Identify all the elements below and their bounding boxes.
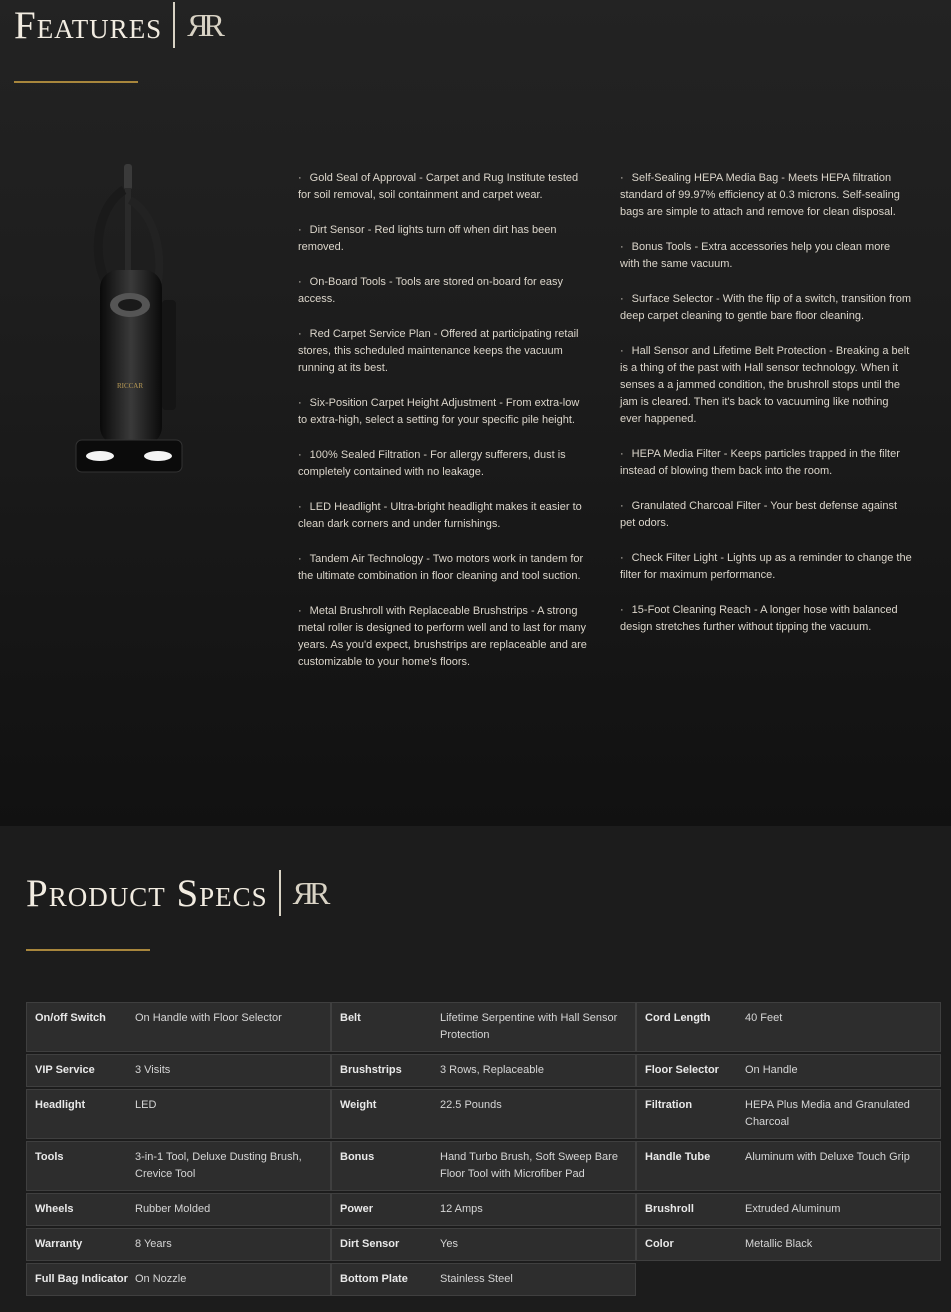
spec-label: Weight: [340, 1099, 377, 1111]
specs-column: [636, 1002, 941, 1263]
spec-label: Color: [645, 1238, 674, 1250]
feature-item: [298, 499, 590, 533]
feature-item: [620, 170, 912, 221]
spec-label: On/off Switch: [35, 1012, 106, 1024]
feature-text: On-Board Tools - Tools are stored on-board for easy access.: [298, 276, 564, 305]
specs-column: [26, 1002, 331, 1298]
feature-item: [298, 603, 590, 671]
feature-text: 15-Foot Cleaning Reach - A longer hose with balanced design stretches further without tipping the vacuum.: [620, 604, 898, 633]
feature-text: Bonus Tools - Extra accessories help you clean more with the same vacuum.: [620, 241, 891, 270]
spec-value: Hand Turbo Brush, Soft Sweep Bare Floor Tool with Microfiber Pad: [440, 1151, 618, 1180]
features-heading: [14, 2, 220, 48]
spec-label: VIP Service: [35, 1064, 95, 1076]
bullet-icon: ·: [298, 501, 302, 513]
spec-row: [26, 1054, 331, 1087]
feature-item: [620, 550, 912, 584]
spec-row: [26, 1193, 331, 1226]
feature-text: Surface Selector - With the flip of a switch, transition from deep carpet cleaning to gentle bare floor cleaning.: [620, 293, 912, 322]
feature-text: Hall Sensor and Lifetime Belt Protection - Breaking a belt is a thing of the past with Hall sensor technology. When it senses a a jammed condition, the brushroll stops until the jam is cleared. Then it's back to vacuuming like nothing ever happened.: [620, 345, 910, 425]
spec-label: Bottom Plate: [340, 1273, 408, 1285]
spec-value: 22.5 Pounds: [440, 1099, 502, 1111]
bullet-icon: ·: [298, 224, 302, 236]
feature-text: Self-Sealing HEPA Media Bag - Meets HEPA filtration standard of 99.97% efficiency at 0.3 microns. Self-sealing bags are simple to attach and remove for clean disposal.: [620, 172, 900, 218]
spec-label: Filtration: [645, 1099, 693, 1111]
specs-section: [0, 826, 951, 1312]
specs-heading: [26, 870, 325, 916]
feature-text: Tandem Air Technology - Two motors work in tandem for the ultimate combination in floor cleaning and tool suction.: [298, 553, 584, 582]
heading-divider: [279, 870, 281, 916]
feature-item: [620, 239, 912, 273]
spec-label: Cord Length: [645, 1012, 711, 1024]
feature-item: [620, 602, 912, 636]
spec-value: 12 Amps: [440, 1203, 483, 1215]
spec-label: Headlight: [35, 1099, 86, 1111]
spec-value: 3-in-1 Tool, Deluxe Dusting Brush, Crevice Tool: [135, 1151, 302, 1180]
spec-row: [26, 1002, 331, 1052]
bullet-icon: ·: [298, 605, 302, 617]
spec-label: Wheels: [35, 1203, 74, 1215]
spec-label: Dirt Sensor: [340, 1238, 400, 1250]
features-left-column: [298, 170, 590, 689]
bullet-icon: ·: [298, 449, 302, 461]
spec-value: Aluminum with Deluxe Touch Grip: [745, 1151, 910, 1163]
vacuum-product-image: [72, 160, 187, 478]
spec-row: [26, 1263, 331, 1296]
feature-text: Red Carpet Service Plan - Offered at participating retail stores, this scheduled maintenance keeps the vacuum running at its best.: [298, 328, 579, 374]
bullet-icon: ·: [620, 241, 624, 253]
spec-value: Rubber Molded: [135, 1203, 211, 1215]
spec-label: Full Bag Indicator: [35, 1273, 128, 1285]
spec-label: Belt: [340, 1012, 361, 1024]
spec-label: Tools: [35, 1151, 64, 1163]
vacuum-brand-logo: RICCAR: [116, 382, 144, 390]
feature-item: [298, 326, 590, 377]
specs-column: [331, 1002, 636, 1298]
spec-value: 3 Rows, Replaceable: [440, 1064, 544, 1076]
feature-text: Granulated Charcoal Filter - Your best defense against pet odors.: [620, 500, 898, 529]
spec-row: [331, 1054, 636, 1087]
spec-label: Power: [340, 1203, 374, 1215]
spec-label: Brushstrips: [340, 1064, 402, 1076]
feature-item: [620, 291, 912, 325]
feature-item: [298, 551, 590, 585]
bullet-icon: ·: [620, 172, 624, 184]
spec-value: On Nozzle: [135, 1273, 187, 1285]
spec-row: [636, 1002, 941, 1052]
bullet-icon: ·: [620, 345, 624, 357]
spec-value: HEPA Plus Media and Granulated Charcoal: [745, 1099, 910, 1128]
spec-row: [26, 1141, 331, 1191]
features-title: Features: [14, 3, 163, 47]
spec-row: [331, 1002, 636, 1052]
feature-text: Gold Seal of Approval - Carpet and Rug Institute tested for soil removal, soil containment and carpet wear.: [298, 172, 579, 201]
spec-row: [26, 1228, 331, 1261]
bullet-icon: ·: [620, 500, 624, 512]
spec-row: [636, 1141, 941, 1191]
specs-title: Product Specs: [26, 871, 268, 915]
spec-value: Metallic Black: [745, 1238, 813, 1250]
spec-label: Floor Selector: [645, 1064, 719, 1076]
spec-row: [331, 1193, 636, 1226]
feature-item: [298, 274, 590, 308]
spec-label: Brushroll: [645, 1203, 694, 1215]
spec-value: Extruded Aluminum: [745, 1203, 841, 1215]
spec-row: [331, 1089, 636, 1139]
spec-value: Lifetime Serpentine with Hall Sensor Protection: [440, 1012, 618, 1041]
heading-divider: [173, 2, 175, 48]
spec-row: [331, 1263, 636, 1296]
spec-value: LED: [135, 1099, 157, 1111]
spec-label: Bonus: [340, 1151, 375, 1163]
bullet-icon: ·: [620, 604, 624, 616]
feature-text: Metal Brushroll with Replaceable Brushstrips - A strong metal roller is designed to perform well and to last for many years. As you'd expect, brushstrips are replaceable and are customizable to your home's floors.: [298, 605, 587, 668]
bullet-icon: ·: [298, 553, 302, 565]
spec-row: [636, 1089, 941, 1139]
spec-value: 40 Feet: [745, 1012, 783, 1024]
feature-item: [620, 343, 912, 428]
spec-value: Stainless Steel: [440, 1273, 513, 1285]
spec-row: [331, 1228, 636, 1261]
feature-text: HEPA Media Filter - Keeps particles trapped in the filter instead of blowing them back into the room.: [620, 448, 900, 477]
spec-value: 3 Visits: [135, 1064, 171, 1076]
bullet-icon: ·: [298, 172, 302, 184]
bullet-icon: ·: [620, 448, 624, 460]
gold-underline: [14, 81, 138, 83]
bullet-icon: ·: [298, 276, 302, 288]
spec-value: Yes: [440, 1238, 458, 1250]
spec-row: [331, 1141, 636, 1191]
gold-underline: [26, 949, 150, 951]
features-right-column: [620, 170, 912, 654]
bullet-icon: ·: [620, 293, 624, 305]
feature-text: Dirt Sensor - Red lights turn off when dirt has been removed.: [298, 224, 557, 253]
spec-row: [636, 1228, 941, 1261]
feature-text: Six-Position Carpet Height Adjustment - From extra-low to extra-high, select a setting for your specific pile height.: [298, 397, 580, 426]
spec-row: [636, 1193, 941, 1226]
brand-logo: ЯR: [187, 7, 220, 43]
brand-logo: ЯR: [292, 875, 326, 911]
feature-item: [298, 395, 590, 429]
spec-row: [636, 1054, 941, 1087]
feature-text: LED Headlight - Ultra-bright headlight makes it easier to clean dark corners and under furnishings.: [298, 501, 582, 530]
feature-item: [620, 446, 912, 480]
bullet-icon: ·: [620, 552, 624, 564]
feature-text: 100% Sealed Filtration - For allergy sufferers, dust is completely contained with no leakage.: [298, 449, 566, 478]
spec-value: On Handle: [745, 1064, 798, 1076]
feature-item: [298, 222, 590, 256]
bullet-icon: ·: [298, 328, 302, 340]
spec-label: Handle Tube: [645, 1151, 711, 1163]
feature-text: Check Filter Light - Lights up as a reminder to change the filter for maximum performance.: [620, 552, 912, 581]
feature-item: [298, 447, 590, 481]
spec-value: 8 Years: [135, 1238, 172, 1250]
bullet-icon: ·: [298, 397, 302, 409]
spec-label: Warranty: [35, 1238, 83, 1250]
spec-value: On Handle with Floor Selector: [135, 1012, 282, 1024]
spec-row: [26, 1089, 331, 1139]
feature-item: [298, 170, 590, 204]
feature-item: [620, 498, 912, 532]
